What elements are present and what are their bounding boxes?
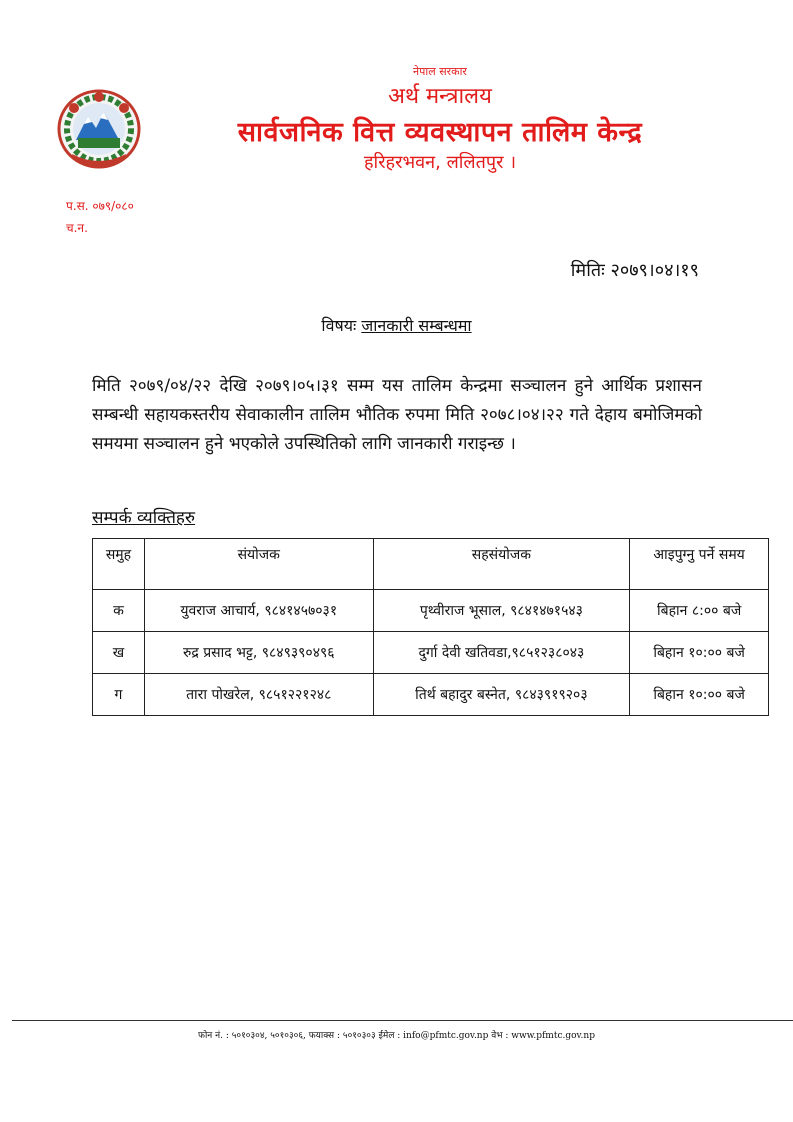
footer-contact-line: फोन नं. : ५०१०३०४, ५०१०३०६, फयाक्स : ५०१०३०३ ईमेल : info@pfmtc.gov.np वेभ : www.pfmtc.gov.np (198, 1031, 595, 1041)
government-label: नेपाल सरकार (413, 65, 467, 78)
coordinator-cell: तारा पोखरेल, ९८५१२२१२४८ (144, 674, 373, 716)
letter-date: मितिः २०७९।०४।१९ (570, 260, 699, 281)
co-coordinator-cell: पृथ्वीराज भूसाल, ९८४१४७१५४३ (373, 590, 630, 632)
column-header-group: समुह (93, 539, 145, 590)
group-cell: ख (93, 632, 145, 674)
column-header-co-coordinator: सहसंयोजक (373, 539, 630, 590)
ministry-title: अर्थ मन्त्रालय (388, 84, 492, 109)
subject-text: जानकारी सम्बन्धमा (361, 316, 472, 335)
table-row (93, 590, 769, 632)
contacts-table (92, 538, 769, 716)
centre-title: सार्वजनिक वित्त व्यवस्थापन तालिम केन्द्र (237, 117, 643, 148)
arrival-time-cell: बिहान १०:०० बजे (630, 674, 769, 716)
contacts-heading: सम्पर्क व्यक्तिहरु (92, 508, 196, 528)
arrival-time-cell: बिहान ८:०० बजे (630, 590, 769, 632)
table-row (93, 674, 769, 716)
subject-line (0, 314, 793, 336)
address-line: हरिहरभवन, ललितपुर । (363, 152, 517, 173)
subject-label: विषयः (321, 316, 357, 335)
dispatch-number: च.न. (66, 221, 88, 235)
footer-divider (12, 1020, 793, 1021)
group-cell: ग (93, 674, 145, 716)
coordinator-cell: रुद्र प्रसाद भट्ट, ९८४९३९०४९६ (144, 632, 373, 674)
co-coordinator-cell: दुर्गा देवी खतिवडा,९८५१२३८०४३ (373, 632, 630, 674)
column-header-arrival-time: आइपुग्नु पर्ने समय (630, 539, 769, 590)
body-paragraph: मिति २०७९/०४/२२ देखि २०७९।०५।३१ सम्म यस तालिम केन्द्रमा सञ्चालन हुने आर्थिक प्रशासन सम्बन्धी सहायकस्तरीय सेवाकालीन तालिम भौतिक रुपमा मिति २०७८।०४।२२ गते देहाय बमोजिमको समयमा सञ्चालन हुने भएकोले उपस्थितिको लागि जानकारी गराइन्छ । (92, 376, 702, 454)
arrival-time-cell: बिहान १०:०० बजे (630, 632, 769, 674)
group-cell: क (93, 590, 145, 632)
column-header-coordinator: संयोजक (144, 539, 373, 590)
co-coordinator-cell: तिर्थ बहादुर बस्नेत, ९८४३९१९२०३ (373, 674, 630, 716)
nepal-emblem-icon (56, 88, 142, 170)
table-row (93, 632, 769, 674)
letter-number: प.स. ०७९/०८० (66, 199, 134, 213)
coordinator-cell: युवराज आचार्य, ९८४१४५७०३१ (144, 590, 373, 632)
table-header-row (93, 539, 769, 590)
